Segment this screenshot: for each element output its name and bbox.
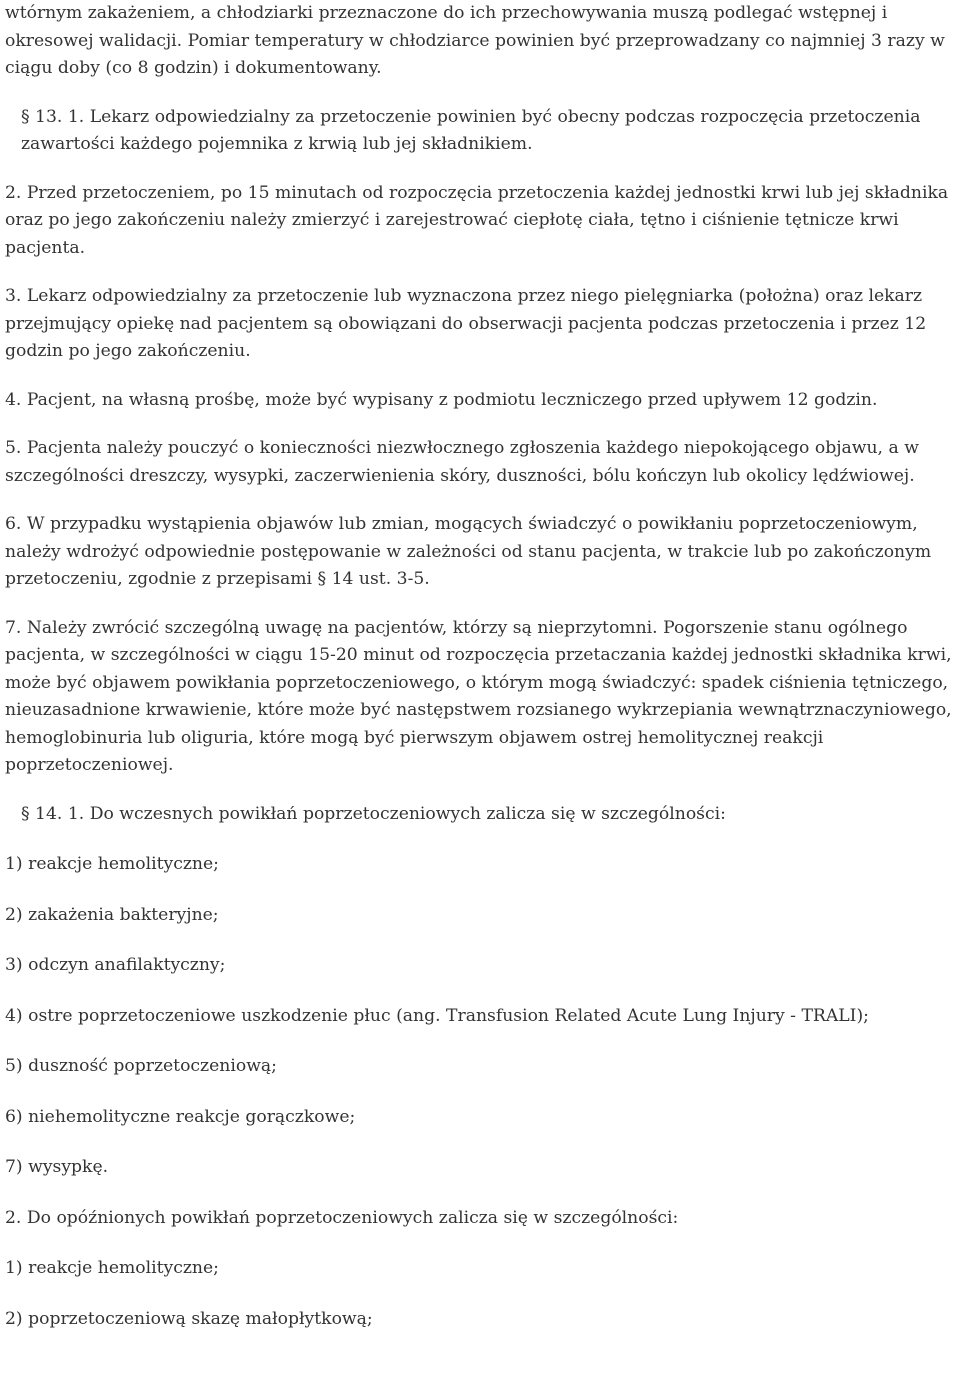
list-item: 3) odczyn anafilaktyczny; (5, 955, 226, 975)
list-item: 1) reakcje hemolityczne; (5, 1258, 219, 1278)
paragraph-par13-ust4: 4. Pacjent, na własną prośbę, może być wypisany z podmiotu leczniczego przed upływem 12 godzin. (5, 389, 878, 410)
list-item: 2) poprzetoczeniową skazę małopłytkową; (5, 1308, 373, 1329)
paragraph-walidacja: wtórnym zakażeniem, a chłodziarki przeznaczone do ich przechowywania muszą podlegać wstępnej i okresowej walidacji. Pomiar temperatury w chłodziarce powinien być przeprowadzany co najmniej 3 razy w ciągu doby (co 8 godzin) i dokumentowany. (5, 3, 945, 78)
paragraph-par14-ust1: § 14. 1. Do wczesnych powikłań poprzetoczeniowych zalicza się w szczególności: (21, 803, 726, 824)
list-item: 2) zakażenia bakteryjne; (5, 904, 219, 925)
paragraph-par13-ust5: 5. Pacjenta należy pouczyć o konieczności niezwłocznego zgłoszenia każdego niepokojącego objawu, a w szczególności dreszczy, wysypki, zaczerwienienia skóry, duszności, bólu kończyn lub okolicy lędźwiowej. (5, 438, 919, 486)
list-item: 1) reakcje hemolityczne; (5, 854, 219, 874)
list-item: 4) ostre poprzetoczeniowe uszkodzenie płuc (ang. Transfusion Related Acute Lung Injury - TRALI); (5, 1005, 869, 1026)
paragraph-par13-ust3: 3. Lekarz odpowiedzialny za przetoczenie lub wyznaczona przez niego pielęgniarka (położna) oraz lekarz przejmujący opiekę nad pacjentem są obowiązani do obserwacji pacjenta podczas przetoczenia i przez 12 godzin po jego zakończeniu. (5, 286, 927, 361)
paragraph-par14-ust2: 2. Do opóźnionych powikłań poprzetoczeniowych zalicza się w szczególności: (5, 1207, 679, 1228)
paragraph-par13-ust1: § 13. 1. Lekarz odpowiedzialny za przetoczenie powinien być obecny podczas rozpoczęcia przetoczenia zawartości każdego pojemnika z krwią lub jej składnikiem. (21, 106, 921, 154)
document-body (5, 0, 955, 1356)
list-item: 7) wysypkę. (5, 1157, 109, 1177)
list-item: 6) niehemolityczne reakcje gorączkowe; (5, 1106, 356, 1127)
paragraph-par13-ust2: 2. Przed przetoczeniem, po 15 minutach od rozpoczęcia przetoczenia każdej jednostki krwi lub jej składnika oraz po jego zakończeniu należy zmierzyć i zarejestrować ciepłotę ciała, tętno i ciśnienie tętnicze krwi pacjenta. (5, 182, 949, 258)
paragraph-par13-ust6: 6. W przypadku wystąpienia objawów lub zmian, mogących świadczyć o powikłaniu poprzetoczeniowym, należy wdrożyć odpowiednie postępowanie w zależności od stanu pacjenta, w trakcie lub po zakończonym przetoczeniu, zgodnie z przepisami § 14 ust. 3-5. (5, 514, 932, 589)
list-item: 5) duszność poprzetoczeniową; (5, 1056, 277, 1076)
paragraph-par13-ust7: 7. Należy zwrócić szczególną uwagę na pacjentów, którzy są nieprzytomni. Pogorszenie stanu ogólnego pacjenta, w szczególności w ciągu 15-20 minut od rozpoczęcia przetaczania każdej jednostki składnika krwi, może być objawem powikłania poprzetoczeniowego, o którym mogą świadczyć: spadek ciśnienia tętniczego, nieuzasadnione krwawienie, które może być następstwem rozsianego wykrzepiania wewnątrznaczyniowego, hemoglobinuria lub oliguria, które mogą być pierwszym objawem ostrej hemolitycznej reakcji poprzetoczeniowej. (5, 617, 952, 775)
